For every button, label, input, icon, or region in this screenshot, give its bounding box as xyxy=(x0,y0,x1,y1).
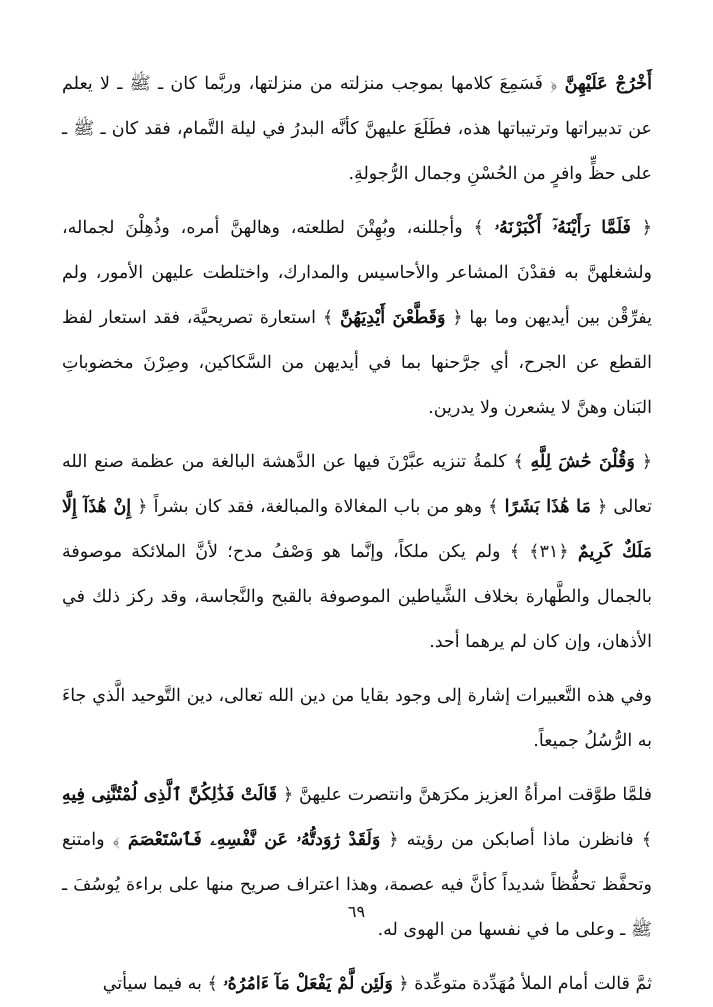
verse-ornament: ﴿ xyxy=(634,452,652,472)
verse-ornament: ﴾ xyxy=(316,308,340,328)
verse-ornament: ﴿ xyxy=(590,497,608,517)
quran-verse: فَلَمَّا رَأَيْنَهُۥٓ أَكْبَرْنَهُۥ xyxy=(494,218,631,238)
salutation-glyph: ﷺ xyxy=(630,920,652,940)
verse-ornament: ﴿ xyxy=(380,830,399,850)
page-number: ٦٩ xyxy=(347,902,366,921)
verse-ornament: ﴿ xyxy=(277,785,294,805)
salutation-glyph: ﷺ xyxy=(73,119,95,139)
quran-verse: قَالَتْ فَذَٰلِكُنَّ ٱلَّذِى لُمْتُنَّنِى فِيهِ xyxy=(62,785,278,805)
body-text: وهو من باب المغالاة والمبالغة، فقد كان بشراً xyxy=(147,497,483,517)
paragraph xyxy=(62,674,652,764)
body-text: ـ لا يعلم عن تدبيراتها وترتيباتها هذه، فطَلَعَ عليهنَّ كأنَّه البدرُ في ليلة التَّمام، فقد كان ـ xyxy=(62,74,652,139)
body-text: وامتنع وتحفَّظ تحفُّظاً شديداً كأنَّ فيه عصمة، وهذا اعتراف صريح منها على براءة يُوسُفَ ـ xyxy=(62,830,652,895)
body-text: به فيما سيأتي xyxy=(102,974,202,994)
paragraph xyxy=(62,440,652,665)
verse-ornament: ﴿٣١﴾ ﴾ xyxy=(500,542,578,562)
verse-ornament: ﴿ xyxy=(445,308,463,328)
verse-ornament: ﴾ xyxy=(506,452,531,472)
verse-ornament: ﴿ xyxy=(542,74,565,94)
body-text: ثمَّ قالت أمام الملأ مُهَدِّدة متوعِّدة xyxy=(408,974,652,994)
paragraph xyxy=(62,773,652,953)
body-text: وفي هذه التَّعبيرات إشارة إلى وجود بقايا من دين الله تعالى، دين التَّوحيد الَّذي جاءَ به الرُّسُلُ جميعاً. xyxy=(62,686,652,751)
paragraph xyxy=(62,62,652,197)
body-text: فلمَّا طوَّقت امرأةُ العزيز مكرَهنَّ وانتصرت عليهنَّ xyxy=(293,785,652,805)
quran-verse: وَلَئِن لَّمْ يَفْعَلْ مَآ ءَامُرُهُۥ xyxy=(223,974,393,994)
body-text: فَسَمِعَ كلامها بموجب منزلته من منزلتها، وربَّما كان ـ xyxy=(150,74,543,94)
body-text: فانظرن ماذا أصابكن من رؤيته xyxy=(398,830,634,850)
body-text: ولم يكن ملكاً، وإنَّما هو وَصْفُ مدح؛ لأنَّ الملائكة موصوفة بالجمال والطَّهارة بخلاف الشَّياطين الموصوفة بالقبح والنَّجاسة، وقد ركز ذلك في الأذهان، وإن كان لم يرهما أحد. xyxy=(62,542,652,652)
quran-verse: وَقَطَّعْنَ أَيْدِيَهُنَّ xyxy=(339,308,446,328)
body-text: استعارة تصريحيَّة، فقد استعار لفظ القطع عن الجرح، أي جرَّحنها بما في أيديهن من السَّكاكين، وصِرْنَ مخضوباتِ البَنان وهنَّ لا يشعرن ولا يدرين. xyxy=(62,308,652,418)
verse-ornament: ﴾ xyxy=(104,830,128,850)
verse-ornament: ﴾ xyxy=(201,974,224,994)
quran-verse: مَا هَٰذَا بَشَرًا xyxy=(504,497,591,517)
page-body xyxy=(62,62,652,1007)
verse-ornament: ﴿ xyxy=(392,974,409,994)
quran-verse: وَقُلْنَ حَٰشَ لِلَّهِ xyxy=(530,452,635,472)
body-text: ـ وعلى ما في نفسها من الهوى له. xyxy=(377,920,631,940)
verse-ornament: ﴾ xyxy=(462,218,495,238)
body-text: وأجللنه، وبُهِتْنَ لطلعته، وهالهنَّ أمره، وذُهِلْنَ لجماله، ولشغلهنَّ به فقدْنَ المشاعر والأحاسيس والمدارك، واختلطت عليهن الأمور، ولم يفرِّقْن بين أيديهن وما بها xyxy=(62,218,652,328)
body-text: كلمةُ تنزيه عبَّرْنَ فيها عن الدَّهشة البالغة من عظمة صنع الله تعالى xyxy=(62,452,652,517)
salutation-glyph: ﷺ xyxy=(129,74,151,94)
verse-ornament: ﴿ xyxy=(131,497,148,517)
verse-ornament: ﴾ xyxy=(633,830,652,850)
quran-verse: أَخْرُجْ عَلَيْهِنَّ xyxy=(564,74,652,94)
body-text: ـ على حظٍّ وافرٍ من الحُسْنِ وجمال الرُّجولةِ. xyxy=(62,119,652,184)
verse-ornament: ﴿ xyxy=(630,218,652,238)
verse-ornament: ﴾ xyxy=(482,497,505,517)
quran-verse: وَلَقَدْ رَٰوَدتُّهُۥ عَن نَّفْسِهِۦ فَٱسْتَعْصَمَ xyxy=(127,830,381,850)
paragraph xyxy=(62,206,652,431)
quran-verse: إِنْ هَٰذَآ إِلَّا مَلَكٌ كَرِيمٌ xyxy=(62,497,652,562)
paragraph xyxy=(62,962,652,1007)
